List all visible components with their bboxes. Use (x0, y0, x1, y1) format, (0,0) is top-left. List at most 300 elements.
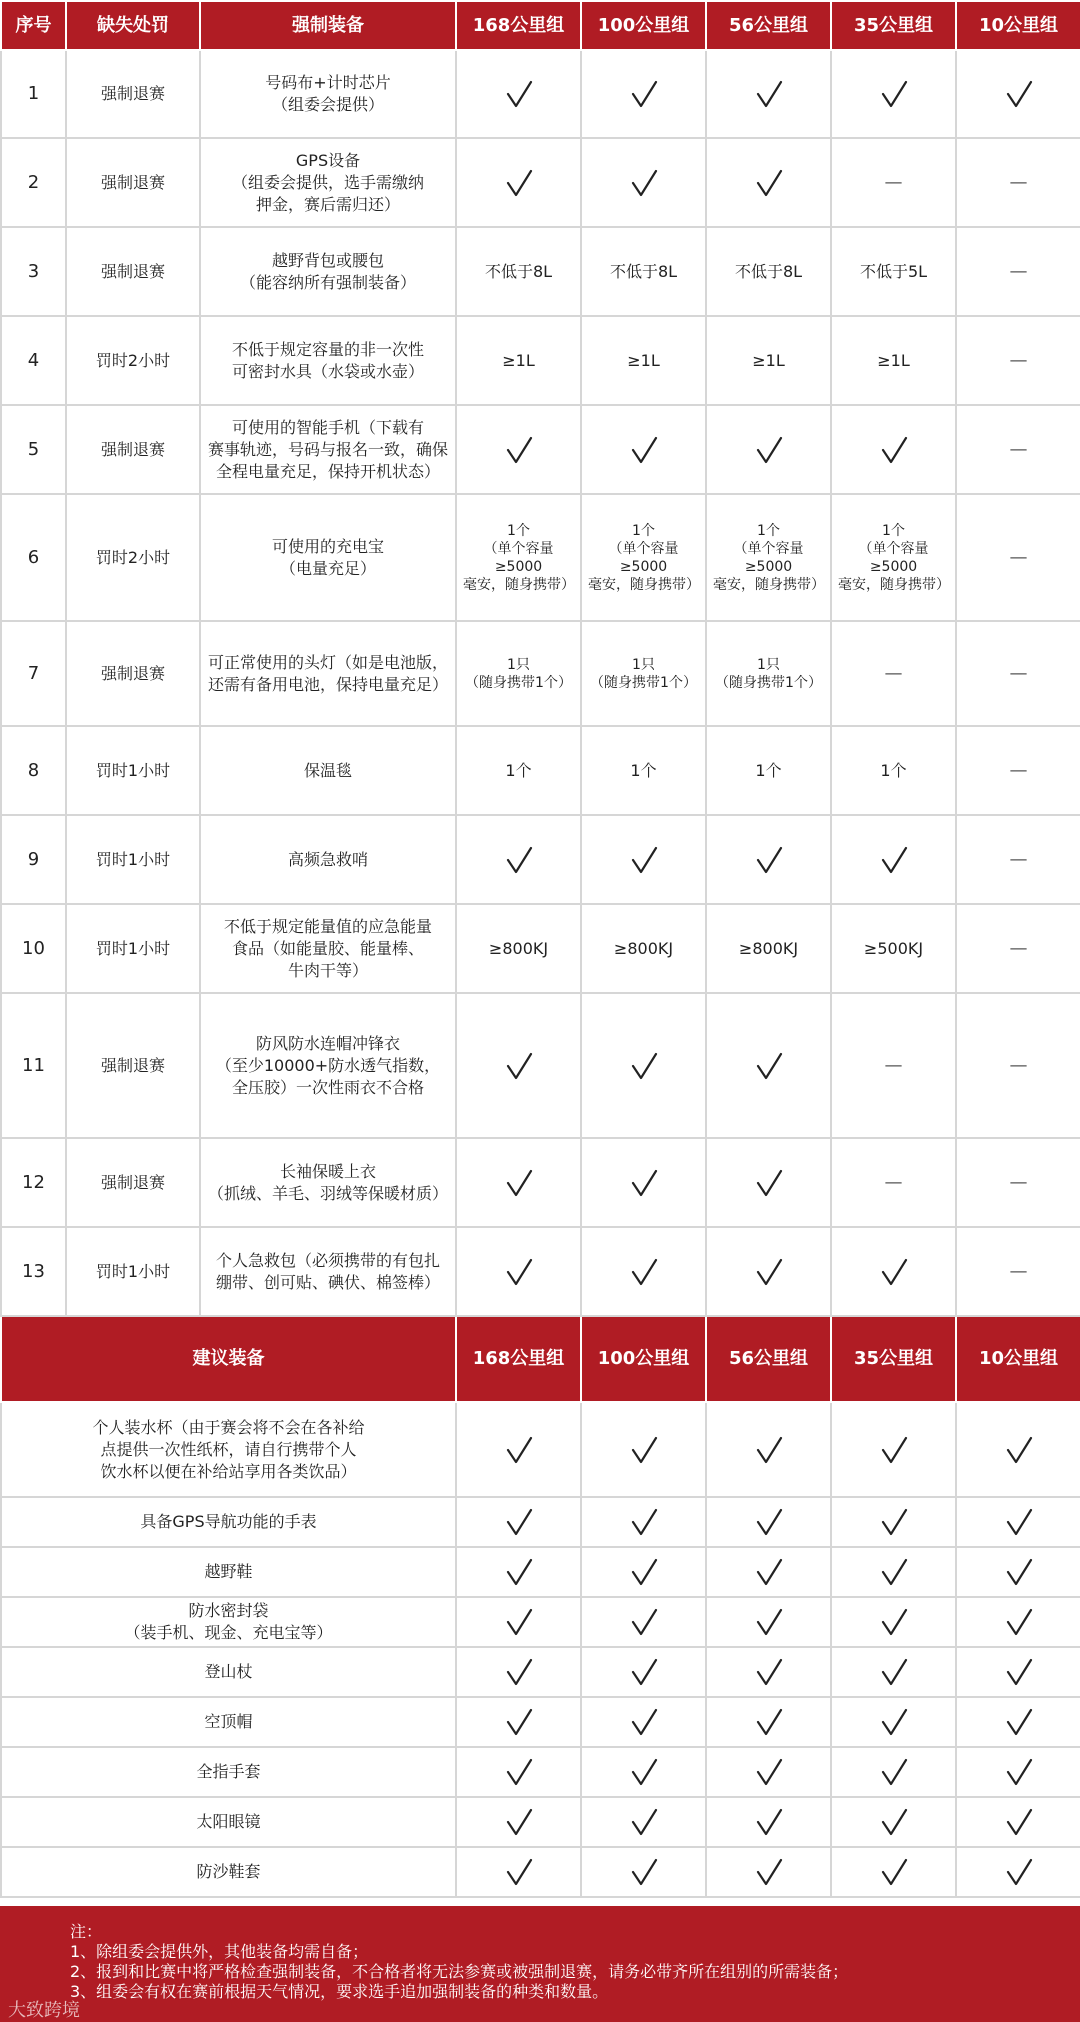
check-cell (581, 1547, 706, 1597)
check-icon (588, 845, 699, 875)
dash-icon: — (1009, 1171, 1028, 1193)
row-number: 12 (1, 1138, 66, 1227)
value-cell: ≥1L (581, 316, 706, 405)
check-cell (456, 1697, 581, 1747)
dash-icon: — (1009, 438, 1028, 460)
check-cell (581, 1227, 706, 1316)
na-cell (956, 621, 1080, 726)
table-row (1, 316, 1080, 405)
check-icon (713, 1168, 824, 1198)
check-icon (838, 1707, 949, 1737)
dash-icon: — (884, 1054, 903, 1076)
row-number: 2 (1, 138, 66, 227)
check-cell (706, 405, 831, 494)
check-cell (706, 1597, 831, 1647)
header-cell: 强制装备 (200, 1, 456, 50)
table-row (1, 815, 1080, 904)
value-cell: 1个 （单个容量≥5000 毫安，随身携带） (456, 494, 581, 621)
header-cell: 56公里组 (706, 1316, 831, 1402)
check-icon (838, 1257, 949, 1287)
item-line: 长袖保暖上衣 (279, 1161, 376, 1181)
item-cell (1, 1697, 456, 1747)
penalty-cell: 罚时1小时 (66, 1227, 200, 1316)
check-cell (581, 1747, 706, 1797)
check-cell (956, 1697, 1080, 1747)
check-icon (588, 168, 699, 198)
check-icon (713, 1657, 824, 1687)
check-icon (463, 1657, 574, 1687)
item-cell (200, 494, 456, 621)
check-icon (588, 1557, 699, 1587)
check-cell (456, 1597, 581, 1647)
row-number: 10 (1, 904, 66, 993)
check-cell (456, 993, 581, 1138)
table-row (1, 904, 1080, 993)
check-icon (838, 79, 949, 109)
check-cell (581, 1647, 706, 1697)
item-line: 个人装水杯（由于赛会将不会在各补给 (92, 1417, 365, 1437)
table-row (1, 227, 1080, 316)
item-line: 防风防水连帽冲锋衣 (255, 1033, 400, 1053)
item-cell (200, 1227, 456, 1316)
mandatory-header-row (1, 1, 1080, 50)
header-cell: 35公里组 (831, 1, 956, 50)
check-cell (456, 1138, 581, 1227)
check-cell (956, 1547, 1080, 1597)
item-line: 饮水杯以便在补给站享用各类饮品） (100, 1461, 357, 1481)
check-cell (706, 993, 831, 1138)
check-cell (831, 1227, 956, 1316)
notes-title: 注： (70, 1922, 103, 1941)
check-icon (963, 1435, 1074, 1465)
check-cell (956, 1597, 1080, 1647)
na-cell (831, 1138, 956, 1227)
na-cell (956, 316, 1080, 405)
check-cell (456, 1797, 581, 1847)
dash-icon: — (1009, 662, 1028, 684)
item-line: （装手机、现金、充电宝等） (124, 1623, 333, 1642)
row-number: 1 (1, 50, 66, 138)
check-cell (831, 1697, 956, 1747)
table-row (1, 1227, 1080, 1316)
item-line: （能容纳所有强制装备） (239, 272, 416, 292)
table-row (1, 138, 1080, 227)
item-line: 高频急救哨 (287, 849, 368, 869)
check-cell (706, 1647, 831, 1697)
dash-icon: — (884, 662, 903, 684)
value-cell: 1个 （单个容量≥5000 毫安，随身携带） (581, 494, 706, 621)
na-cell (956, 904, 1080, 993)
item-line: 全指手套 (196, 1762, 261, 1781)
check-icon (713, 845, 824, 875)
check-cell (706, 138, 831, 227)
check-cell (831, 50, 956, 138)
check-cell (581, 1847, 706, 1897)
table-row (1, 1797, 1080, 1847)
item-line: GPS设备 (295, 150, 361, 170)
check-icon (463, 1557, 574, 1587)
item-cell (200, 1138, 456, 1227)
check-cell (956, 1847, 1080, 1897)
check-icon (713, 1757, 824, 1787)
penalty-cell: 罚时2小时 (66, 316, 200, 405)
penalty-cell: 罚时1小时 (66, 726, 200, 815)
table-row (1, 1547, 1080, 1597)
row-number: 3 (1, 227, 66, 316)
table-row (1, 726, 1080, 815)
item-line: （至少10000+防水透气指数， (215, 1055, 441, 1075)
value-cell: 1个 (831, 726, 956, 815)
item-line: 登山杖 (204, 1662, 253, 1681)
item-line: 可正常使用的头灯（如是电池版， (207, 652, 448, 672)
table-row (1, 494, 1080, 621)
item-line: 个人急救包（必须携带的有包扎 (215, 1250, 440, 1270)
na-cell (956, 227, 1080, 316)
check-icon (463, 1507, 574, 1537)
check-icon (588, 1051, 699, 1081)
na-cell (956, 815, 1080, 904)
value-cell: ≥1L (456, 316, 581, 405)
table-row (1, 1597, 1080, 1647)
check-cell (706, 815, 831, 904)
check-icon (963, 1857, 1074, 1887)
item-line: 可使用的充电宝 (271, 536, 384, 556)
check-icon (463, 1707, 574, 1737)
dash-icon: — (884, 1171, 903, 1193)
penalty-cell: 强制退赛 (66, 405, 200, 494)
item-cell (200, 227, 456, 316)
dash-icon: — (1009, 171, 1028, 193)
check-icon (463, 1051, 574, 1081)
item-line: 食品（如能量胶、能量棒、 (231, 938, 424, 958)
check-cell (956, 1402, 1080, 1497)
check-icon (463, 168, 574, 198)
check-icon (588, 435, 699, 465)
check-icon (838, 1435, 949, 1465)
check-cell (456, 1847, 581, 1897)
check-icon (463, 1857, 574, 1887)
check-cell (581, 1138, 706, 1227)
recommended-header-row (1, 1316, 1080, 1402)
item-cell (200, 50, 456, 138)
value-cell: 1个 (456, 726, 581, 815)
check-icon (963, 1657, 1074, 1687)
header-cell: 100公里组 (581, 1, 706, 50)
check-cell (581, 1697, 706, 1747)
check-icon (463, 1257, 574, 1287)
check-icon (713, 1557, 824, 1587)
check-cell (831, 1597, 956, 1647)
na-cell (956, 494, 1080, 621)
value-cell: 1只 （随身携带1个） (456, 621, 581, 726)
na-cell (831, 993, 956, 1138)
item-cell (1, 1747, 456, 1797)
item-cell (1, 1402, 456, 1497)
note-line: 1、除组委会提供外，其他装备均需自备； (70, 1942, 369, 1961)
penalty-cell: 罚时2小时 (66, 494, 200, 621)
check-cell (831, 405, 956, 494)
item-line: （抓绒、羊毛、羽绒等保暖材质） (207, 1183, 448, 1203)
item-line: 全程电量充足，保持开机状态） (215, 461, 440, 481)
check-cell (706, 1547, 831, 1597)
check-cell (456, 405, 581, 494)
item-line: 可密封水具（水袋或水壶） (231, 361, 424, 381)
check-cell (956, 50, 1080, 138)
na-cell (831, 621, 956, 726)
na-cell (956, 993, 1080, 1138)
check-icon (963, 1607, 1074, 1637)
check-icon (963, 1757, 1074, 1787)
na-cell (956, 138, 1080, 227)
item-cell (1, 1547, 456, 1597)
check-icon (588, 79, 699, 109)
item-cell (200, 993, 456, 1138)
check-cell (831, 1847, 956, 1897)
table-row (1, 50, 1080, 138)
item-line: 全压胶）一次性雨衣不合格 (231, 1077, 424, 1097)
dash-icon: — (884, 171, 903, 193)
check-cell (706, 1847, 831, 1897)
check-icon (713, 1807, 824, 1837)
note-line: 3、组委会有权在赛前根据天气情况，要求选手追加强制装备的种类和数量。 (70, 1982, 609, 2001)
item-line: 可使用的智能手机（下载有 (231, 417, 424, 437)
check-icon (713, 1707, 824, 1737)
header-cell: 35公里组 (831, 1316, 956, 1402)
value-cell: ≥1L (706, 316, 831, 405)
table-row (1, 621, 1080, 726)
watermark: 大致跨境 (8, 2000, 80, 2021)
check-cell (706, 1138, 831, 1227)
item-line: 不低于规定能量值的应急能量 (223, 916, 432, 936)
item-cell (1, 1497, 456, 1547)
check-icon (588, 1707, 699, 1737)
check-icon (713, 1607, 824, 1637)
value-cell: 不低于8L (706, 227, 831, 316)
header-cell: 10公里组 (956, 1316, 1080, 1402)
check-cell (581, 1797, 706, 1847)
item-cell (1, 1647, 456, 1697)
na-cell (956, 726, 1080, 815)
check-icon (838, 1507, 949, 1537)
check-cell (956, 1497, 1080, 1547)
dash-icon: — (1009, 1260, 1028, 1282)
item-cell (1, 1597, 456, 1647)
item-line: （组委会提供） (271, 95, 384, 114)
na-cell (956, 405, 1080, 494)
check-icon (588, 1507, 699, 1537)
penalty-cell: 强制退赛 (66, 50, 200, 138)
item-line: 越野背包或腰包 (271, 250, 384, 270)
check-icon (963, 1807, 1074, 1837)
item-line: 具备GPS导航功能的手表 (140, 1512, 317, 1531)
dash-icon: — (1009, 848, 1028, 870)
table-row (1, 1138, 1080, 1227)
check-icon (463, 1807, 574, 1837)
table-row (1, 405, 1080, 494)
check-icon (588, 1607, 699, 1637)
item-cell (200, 904, 456, 993)
check-cell (581, 1402, 706, 1497)
check-icon (963, 79, 1074, 109)
header-cell: 序号 (1, 1, 66, 50)
check-cell (456, 1227, 581, 1316)
penalty-cell: 强制退赛 (66, 621, 200, 726)
row-number: 4 (1, 316, 66, 405)
header-cell: 缺失处罚 (66, 1, 200, 50)
check-icon (588, 1435, 699, 1465)
row-number: 6 (1, 494, 66, 621)
check-cell (706, 1227, 831, 1316)
table-row (1, 1847, 1080, 1897)
check-icon (463, 845, 574, 875)
item-line: 越野鞋 (204, 1562, 253, 1581)
check-cell (456, 1747, 581, 1797)
check-icon (963, 1507, 1074, 1537)
check-cell (831, 1747, 956, 1797)
check-cell (706, 1797, 831, 1847)
item-line: （组委会提供，选手需缴纳 (231, 172, 424, 192)
notes-panel (0, 1906, 1080, 2022)
value-cell: ≥500KJ (831, 904, 956, 993)
value-cell: 1只 （随身携带1个） (581, 621, 706, 726)
row-number: 11 (1, 993, 66, 1138)
check-cell (581, 405, 706, 494)
penalty-cell: 强制退赛 (66, 227, 200, 316)
check-cell (956, 1647, 1080, 1697)
table-row (1, 1497, 1080, 1547)
item-line: 点提供一次性纸杯，请自行携带个人 (100, 1439, 357, 1459)
item-line: 赛事轨迹，号码与报名一致，确保 (207, 439, 448, 459)
dash-icon: — (1009, 1054, 1028, 1076)
check-cell (581, 50, 706, 138)
check-icon (713, 1257, 824, 1287)
item-cell (200, 316, 456, 405)
check-cell (456, 50, 581, 138)
check-icon (838, 845, 949, 875)
value-cell: 不低于5L (831, 227, 956, 316)
check-icon (713, 168, 824, 198)
row-number: 5 (1, 405, 66, 494)
check-cell (831, 1797, 956, 1847)
check-icon (588, 1257, 699, 1287)
check-cell (581, 1497, 706, 1547)
item-line: 防水密封袋 (188, 1601, 269, 1620)
header-cell: 10公里组 (956, 1, 1080, 50)
check-icon (713, 1857, 824, 1887)
row-number: 7 (1, 621, 66, 726)
check-cell (706, 1402, 831, 1497)
check-icon (463, 1435, 574, 1465)
check-cell (706, 50, 831, 138)
check-icon (963, 1557, 1074, 1587)
check-cell (456, 1402, 581, 1497)
value-cell: 不低于8L (581, 227, 706, 316)
penalty-cell: 强制退赛 (66, 138, 200, 227)
check-cell (831, 1547, 956, 1597)
penalty-cell: 罚时1小时 (66, 904, 200, 993)
check-cell (456, 1497, 581, 1547)
check-cell (831, 1402, 956, 1497)
value-cell: 不低于8L (456, 227, 581, 316)
check-cell (581, 138, 706, 227)
check-cell (456, 1647, 581, 1697)
check-cell (581, 1597, 706, 1647)
check-icon (588, 1857, 699, 1887)
check-icon (463, 1757, 574, 1787)
header-cell: 168公里组 (456, 1, 581, 50)
item-line: （电量充足） (279, 558, 376, 578)
dash-icon: — (1009, 546, 1028, 568)
header-cell: 100公里组 (581, 1316, 706, 1402)
check-cell (456, 1547, 581, 1597)
dash-icon: — (1009, 260, 1028, 282)
check-icon (713, 435, 824, 465)
check-icon (713, 1051, 824, 1081)
recommended-section (1, 1316, 1080, 1402)
table-row (1, 1647, 1080, 1697)
table-row (1, 993, 1080, 1138)
check-icon (838, 1657, 949, 1687)
check-icon (963, 1707, 1074, 1737)
check-icon (838, 435, 949, 465)
penalty-cell: 强制退赛 (66, 1138, 200, 1227)
value-cell: ≥800KJ (581, 904, 706, 993)
check-icon (838, 1757, 949, 1787)
item-line: 保温毯 (303, 760, 352, 780)
header-cell: 建议装备 (1, 1316, 456, 1402)
item-cell (1, 1797, 456, 1847)
value-cell: ≥1L (831, 316, 956, 405)
check-icon (463, 1607, 574, 1637)
item-line: 不低于规定容量的非一次性 (231, 339, 424, 359)
check-icon (838, 1807, 949, 1837)
header-cell: 168公里组 (456, 1316, 581, 1402)
item-line: 押金，赛后需归还） (255, 194, 400, 214)
item-cell (200, 405, 456, 494)
row-number: 13 (1, 1227, 66, 1316)
check-cell (831, 815, 956, 904)
check-icon (713, 1435, 824, 1465)
item-line: 还需有备用电池，保持电量充足） (207, 674, 448, 694)
note-line: 2、报到和比赛中将严格检查强制装备，不合格者将无法参赛或被强制退赛，请务必带齐所在组别的所需装备； (70, 1962, 849, 1981)
value-cell: 1个 (706, 726, 831, 815)
table-row (1, 1697, 1080, 1747)
penalty-cell: 强制退赛 (66, 993, 200, 1138)
na-cell (831, 138, 956, 227)
check-icon (713, 1507, 824, 1537)
check-icon (588, 1807, 699, 1837)
recommended-rows (1, 1402, 1080, 1897)
check-icon (838, 1607, 949, 1637)
value-cell: ≥800KJ (456, 904, 581, 993)
header-cell: 56公里组 (706, 1, 831, 50)
item-line: 空顶帽 (204, 1712, 253, 1731)
item-cell (200, 815, 456, 904)
check-icon (463, 435, 574, 465)
check-icon (588, 1757, 699, 1787)
row-number: 9 (1, 815, 66, 904)
dash-icon: — (1009, 937, 1028, 959)
check-icon (588, 1657, 699, 1687)
check-cell (706, 1697, 831, 1747)
value-cell: 1个 （单个容量≥5000 毫安，随身携带） (706, 494, 831, 621)
check-cell (831, 1647, 956, 1697)
check-cell (956, 1797, 1080, 1847)
value-cell: ≥800KJ (706, 904, 831, 993)
check-cell (456, 138, 581, 227)
check-cell (706, 1747, 831, 1797)
check-cell (581, 815, 706, 904)
